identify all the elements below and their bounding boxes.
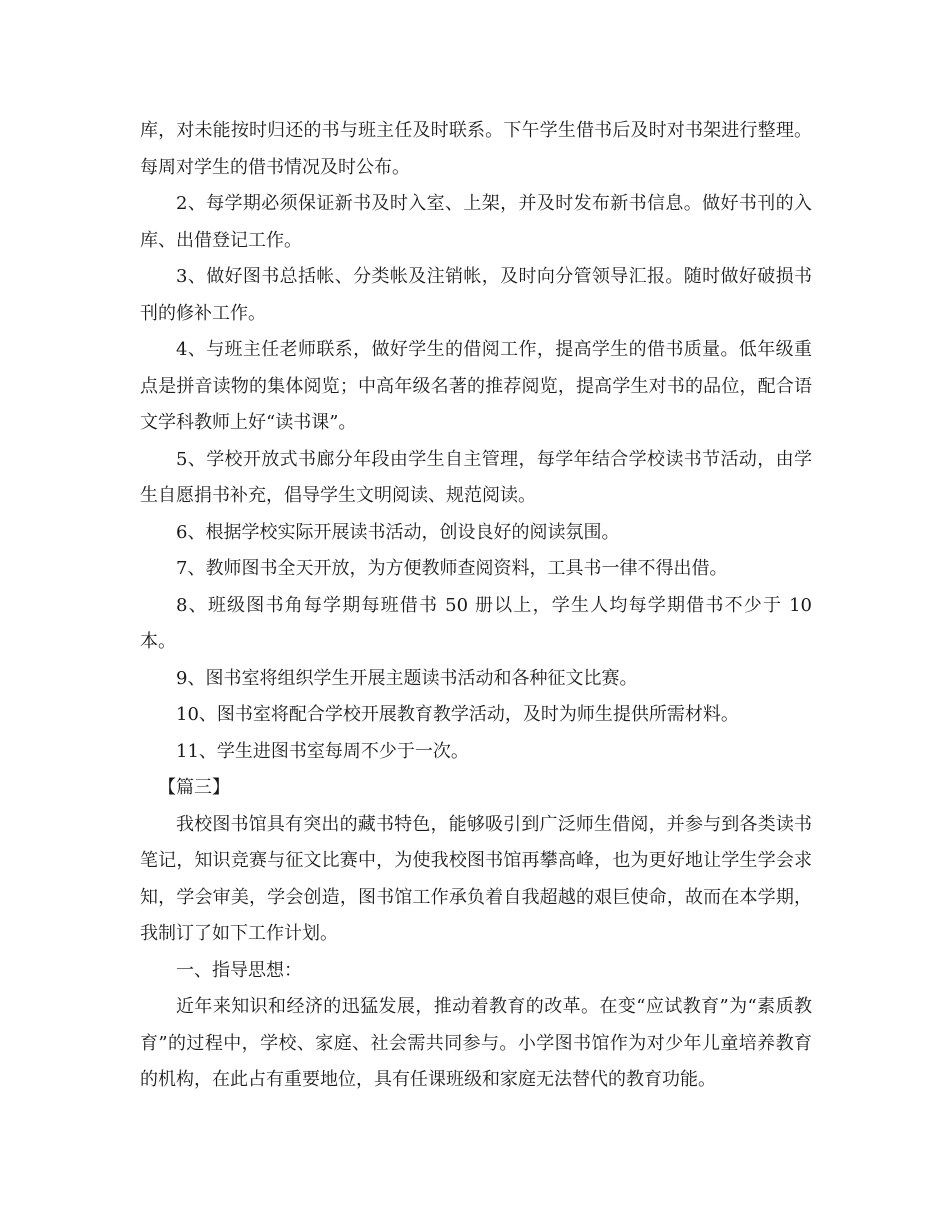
document-body [140, 113, 812, 1099]
paragraph-guiding-thought: 近年来知识和经济的迅猛发展，推动着教育的改革。在变“应试教育”为“素质教育”的过程中，学校、家庭、社会需共同参与。小学图书馆作为对少年儿童培养教育的机构，在此占有重要地位，具有任课班级和家庭无法替代的教育功能。 [140, 996, 812, 1090]
paragraph-item-8: 8、班级图书角每学期每班借书 50 册以上，学生人均每学期借书不少于 10 本。 [140, 594, 812, 652]
paragraph-item-6: 6、根据学校实际开展读书活动，创设良好的阅读氛围。 [176, 521, 620, 543]
paragraph-item-5: 5、学校开放式书廊分年段由学生自主管理，每学年结合学校读书节活动，由学生自愿捐书补充，倡导学生文明阅读、规范阅读。 [140, 448, 812, 506]
paragraph-item-11: 11、学生进图书室每周不少于一次。 [176, 740, 469, 762]
paragraph-item-4: 4、与班主任老师联系，做好学生的借阅工作，提高学生的借书质量。低年级重点是拼音读物的集体阅览；中高年级名著的推荐阅览，提高学生对书的品位，配合语文学科教师上好“读书课”。 [140, 339, 812, 433]
paragraph-intro: 我校图书馆具有突出的藏书特色，能够吸引到广泛师生借阅，并参与到各类读书笔记，知识竞赛与征文比赛中，为使我校图书馆再攀高峰，也为更好地让学生学会求知，学会审美，学会创造，图书馆工作承负着自我超越的艰巨使命，故而在本学期，我制订了如下工作计划。 [140, 813, 812, 944]
paragraph-item-2: 2、每学期必须保证新书及时入室、上架，并及时发布新书信息。做好书刊的入库、出借登记工作。 [140, 193, 812, 251]
paragraph-item-3: 3、做好图书总括帐、分类帐及注销帐，及时向分管领导汇报。随时做好破损书刊的修补工作。 [140, 266, 812, 324]
paragraph-continuation: 库，对未能按时归还的书与班主任及时联系。下午学生借书后及时对书架进行整理。每周对学生的借书情况及时公布。 [140, 120, 812, 178]
section-heading: 【篇三】 [158, 777, 230, 798]
subheading-guiding-thought: 一、指导思想： [176, 959, 302, 981]
paragraph-item-10: 10、图书室将配合学校开展教育教学活动，及时为师生提供所需材料。 [176, 704, 739, 725]
paragraph-item-9: 9、图书室将组织学生开展主题读书活动和各种征文比赛。 [176, 667, 638, 689]
paragraph-item-7: 7、教师图书全天开放，为方便教师查阅资料，工具书一律不得出借。 [176, 558, 728, 579]
